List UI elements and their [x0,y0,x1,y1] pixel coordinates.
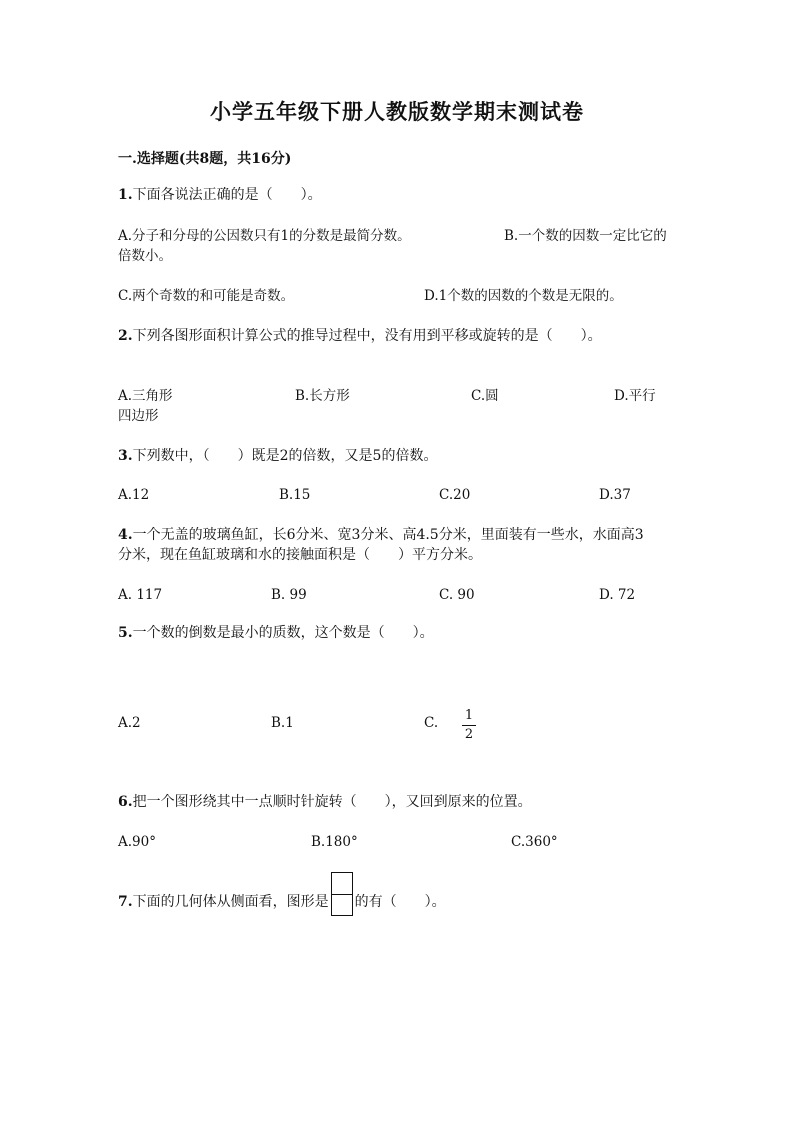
q3-option-d: D.37 [599,487,631,503]
question-4 [118,525,653,565]
q3-option-c: C.20 [439,487,471,503]
question-text: 把一个图形绕其中一点顺时针旋转（ ），又回到原来的位置。 [132,794,532,810]
q2-option-c: C.圆 [471,388,499,404]
q4-option-b: B. 99 [271,587,307,603]
question-text: 一个无盖的玻璃鱼缸，长6分米、宽3分米、高4.5分米，里面装有一些水，水面高3分米，现在鱼缸玻璃和水的接触面积是（ ）平方分米。 [118,527,644,563]
q1-option-d: D.1个数的因数的个数是无限的。 [424,288,623,304]
shape-divider [332,894,352,895]
q6-option-b: B.180° [311,834,358,850]
q3-option-a: A.12 [118,487,150,503]
section-heading: 一.选择题(共8题，共16分) [118,151,292,167]
q1-option-a: A.分子和分母的公因数只有1的分数是最简分数。 [118,228,411,244]
side-view-two-squares-shape [331,872,353,916]
q5-option-b: B.1 [271,715,294,731]
q1-option-b: B.一个数的因数一定比它的倍数小。 [118,228,667,264]
question-number: 5. [118,625,133,641]
question-number: 7. [118,894,133,910]
question-number: 3. [118,448,133,464]
q4-option-a: A. 117 [118,587,163,603]
fraction-bar [462,725,476,726]
question-7 [118,880,668,924]
fraction-numerator: 1 [464,708,474,723]
question-3 [118,446,668,466]
q3-option-b: B.15 [279,487,311,503]
question-2 [118,326,608,346]
fraction-one-half [462,709,476,742]
q2-option-b: B.长方形 [295,388,350,404]
q5-option-a: A.2 [118,715,141,731]
q5-option-c: C. [424,715,439,731]
q2-option-a: A.三角形 [118,388,173,404]
q6-option-a: A.90° [118,834,156,850]
question-text: 一个数的倒数是最小的质数，这个数是（ ）。 [132,625,434,641]
q4-option-d: D. 72 [599,587,636,603]
question-number: 6. [118,794,133,810]
q4-option-c: C. 90 [439,587,475,603]
fraction-denominator: 2 [464,727,474,742]
question-text: 下列各图形面积计算公式的推导过程中，没有用到平移或旋转的是（ ）。 [132,328,602,344]
question-text: 下面各说法正确的是（ ）。 [132,187,322,203]
q6-option-c: C.360° [511,834,558,850]
question-number: 2. [118,328,133,344]
question-6 [118,792,668,812]
q1-option-c: C.两个奇数的和可能是奇数。 [118,288,295,304]
question-5 [118,623,668,643]
question-number: 1. [118,187,133,203]
question-text: 下列数中，（ ）既是2的倍数，又是5的倍数。 [132,448,438,464]
q2-option-d: D.平行四边形 [118,388,656,424]
question-1 [118,185,668,205]
question-text-after: 的有（ ）。 [354,894,446,910]
page-title: 小学五年级下册人教版数学期末测试卷 [210,99,584,124]
question-text-before: 下面的几何体从侧面看，图形是 [132,894,329,910]
question-number: 4. [118,527,133,543]
